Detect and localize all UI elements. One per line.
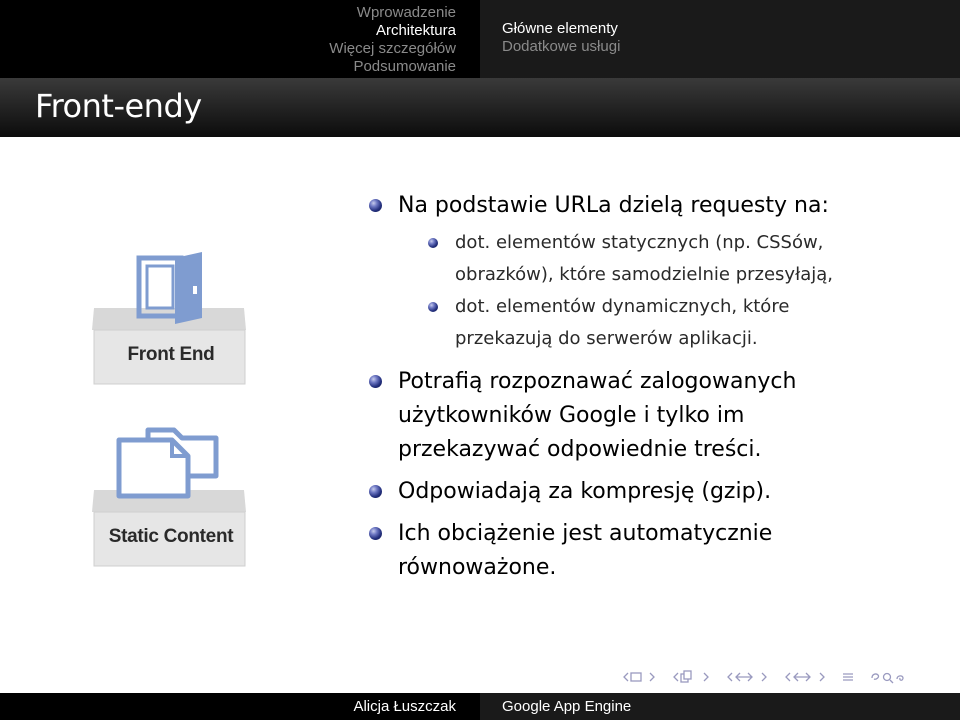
frame-prev-icon[interactable] (622, 670, 644, 684)
list-subitem-text: dot. elementów dynamicznych, które przekazują do serwerów aplikacji. (455, 296, 790, 349)
subsection-next-icon[interactable] (702, 670, 710, 684)
list-subitem (428, 227, 848, 291)
bullet-icon (369, 527, 382, 540)
footer (0, 693, 960, 720)
files-icon (119, 430, 216, 496)
list-item-text: Ich obciążenie jest automatycznie równoważone. (398, 521, 773, 580)
section-next-icon[interactable] (760, 670, 768, 684)
section-prev-icon[interactable] (726, 670, 756, 684)
bullet-icon (369, 375, 382, 388)
list-item-text: Na podstawie URLa dzielą requesty na: (398, 193, 829, 218)
frame-title-bar (0, 78, 960, 137)
list-subitem-text: dot. elementów statycznych (np. CSSów, obrazków), które samodzielnie przesyłają, (455, 232, 833, 285)
list-item (368, 189, 848, 223)
nav-subsection-dodatkowe-uslugi[interactable]: Dodatkowe usługi (502, 38, 621, 55)
nav-subsection-glowne-elementy[interactable]: Główne elementy (502, 20, 618, 37)
list-item (368, 517, 848, 585)
section-navigation (0, 0, 479, 78)
list-item (368, 475, 848, 509)
bullet-list (368, 189, 848, 585)
bullet-icon (369, 485, 382, 498)
list-item-text: Potrafią rozpoznawać zalogowanych użytkowników Google i tylko im przekazywać odpowiednie treści. (398, 369, 797, 462)
document-next-icon[interactable] (818, 670, 826, 684)
nav-section-wprowadzenie[interactable]: Wprowadzenie (356, 4, 456, 21)
architecture-diagram (86, 244, 256, 584)
static-content-label: Static Content (108, 526, 234, 547)
document-prev-icon[interactable] (784, 670, 814, 684)
header-navigation (0, 0, 960, 78)
bullet-icon (428, 238, 438, 248)
bullet-icon (428, 302, 438, 312)
list-item (368, 365, 848, 467)
list-subitem (428, 291, 848, 355)
nav-section-podsumowanie[interactable]: Podsumowanie (353, 58, 456, 75)
search-icon[interactable] (870, 670, 906, 684)
subsection-navigation (480, 0, 960, 78)
beamer-navigation-symbols (622, 669, 906, 685)
footer-author: Alicja Łuszczak (0, 693, 480, 720)
bullet-icon (369, 199, 382, 212)
front-end-box-top (92, 308, 246, 330)
nav-section-wiecej-szczegolow[interactable]: Więcej szczegółów (329, 40, 456, 57)
front-end-label: Front End (127, 344, 215, 365)
frame-next-icon[interactable] (648, 670, 656, 684)
outline-icon[interactable] (842, 670, 854, 684)
list-item-text: Odpowiadają za kompresję (gzip). (398, 479, 772, 504)
nav-section-architektura[interactable]: Architektura (375, 22, 456, 39)
footer-title: Google App Engine (480, 693, 960, 720)
subsection-prev-icon[interactable] (672, 669, 698, 685)
frame-title: Front-endy (35, 87, 202, 125)
